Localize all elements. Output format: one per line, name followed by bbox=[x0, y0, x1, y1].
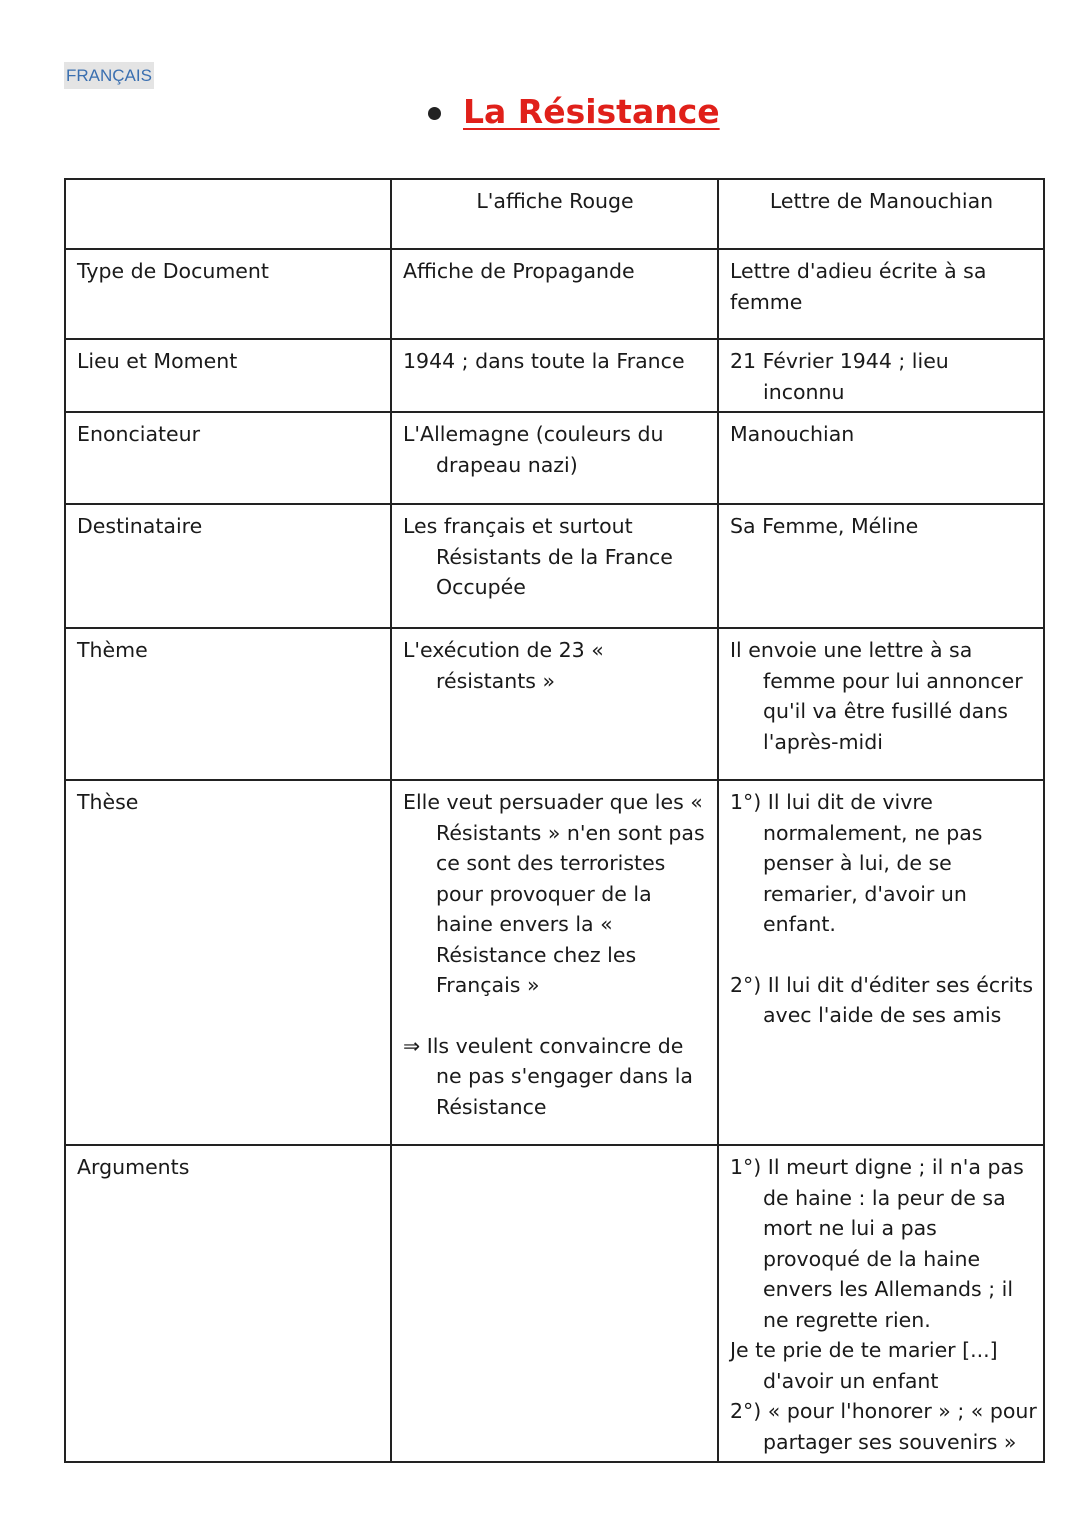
cell-text: Sa Femme, Méline bbox=[730, 514, 919, 538]
cell-affiche bbox=[391, 780, 718, 1145]
table-row bbox=[65, 628, 1044, 780]
bullet-icon bbox=[428, 107, 441, 120]
table-row bbox=[65, 1145, 1044, 1462]
header-empty-cell bbox=[65, 179, 391, 249]
row-label: Thème bbox=[65, 628, 391, 780]
row-label: Thèse bbox=[65, 780, 391, 1145]
cell-text: 2°) Il lui dit d'éditer ses écrits avec l'aide de ses amis bbox=[730, 972, 1034, 1027]
cell-lettre bbox=[718, 628, 1044, 780]
cell-text: 2°) « pour l'honorer » ; « pour partager ses souvenirs » bbox=[730, 1399, 1037, 1454]
cell-text: Il envoie une lettre à sa femme pour lui annoncer qu'il va être fusillé dans l'après-midi bbox=[730, 638, 1023, 754]
cell-affiche bbox=[391, 628, 718, 780]
cell-lettre bbox=[718, 780, 1044, 1145]
row-label: Enonciateur bbox=[65, 412, 391, 504]
cell-affiche bbox=[391, 1145, 718, 1462]
cell-lettre bbox=[718, 504, 1044, 628]
header-lettre-manouchian: Lettre de Manouchian bbox=[718, 179, 1044, 249]
cell-lettre bbox=[718, 412, 1044, 504]
table-row bbox=[65, 504, 1044, 628]
cell-affiche bbox=[391, 339, 718, 412]
cell-text: Manouchian bbox=[730, 422, 855, 446]
cell-text: Les français et surtout Résistants de la France Occupée bbox=[403, 514, 673, 599]
cell-text: ⇒ Ils veulent convaincre de ne pas s'engager dans la Résistance bbox=[403, 1033, 693, 1119]
cell-lettre bbox=[718, 339, 1044, 412]
row-label: Arguments bbox=[65, 1145, 391, 1462]
cell-text: Lettre d'adieu écrite à sa femme bbox=[730, 259, 987, 314]
table-row bbox=[65, 780, 1044, 1145]
cell-text: Affiche de Propagande bbox=[403, 259, 635, 283]
title-block bbox=[428, 92, 720, 131]
cell-text: Elle veut persuader que les « Résistants » n'en sont pas ce sont des terroristes pour provoquer de la haine envers la « Résistance chez les Français » bbox=[403, 790, 705, 997]
cell-text: 1944 ; dans toute la France bbox=[403, 349, 685, 373]
cell-affiche bbox=[391, 412, 718, 504]
row-label: Lieu et Moment bbox=[65, 339, 391, 412]
cell-text: Je te prie de te marier [...] d'avoir un enfant bbox=[730, 1338, 998, 1393]
cell-text: L'Allemagne (couleurs du drapeau nazi) bbox=[403, 422, 664, 477]
table-row bbox=[65, 412, 1044, 504]
subject-tag: FRANÇAIS bbox=[64, 62, 154, 89]
cell-text: L'exécution de 23 « résistants » bbox=[403, 638, 604, 693]
table-row bbox=[65, 339, 1044, 412]
cell-text: 21 Février 1944 ; lieu inconnu bbox=[730, 349, 949, 404]
cell-affiche bbox=[391, 249, 718, 339]
cell-text: 1°) Il lui dit de vivre normalement, ne pas penser à lui, de se remarier, d'avoir un enfant. bbox=[730, 790, 983, 936]
cell-affiche bbox=[391, 504, 718, 628]
cell-text: 1°) Il meurt digne ; il n'a pas de haine : la peur de sa mort ne lui a pas provoqué de la haine envers les Allemands ; il ne regrette rien. bbox=[730, 1155, 1024, 1332]
page-title: La Résistance bbox=[463, 92, 720, 131]
row-label: Destinataire bbox=[65, 504, 391, 628]
cell-lettre bbox=[718, 249, 1044, 339]
table-header-row bbox=[65, 179, 1044, 249]
header-affiche-rouge: L'affiche Rouge bbox=[391, 179, 718, 249]
cell-lettre bbox=[718, 1145, 1044, 1462]
row-label: Type de Document bbox=[65, 249, 391, 339]
table-row bbox=[65, 249, 1044, 339]
comparison-table bbox=[64, 178, 1045, 1463]
